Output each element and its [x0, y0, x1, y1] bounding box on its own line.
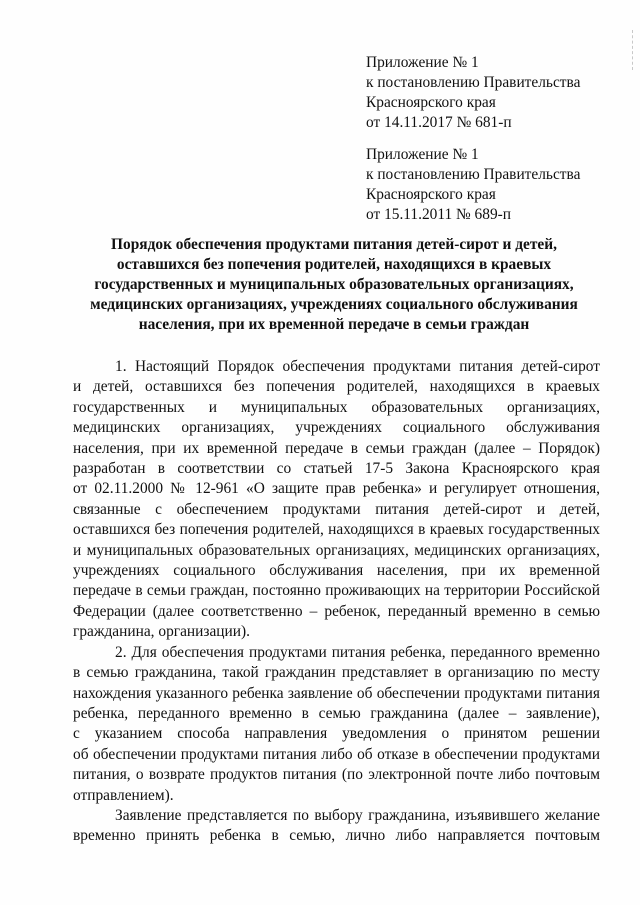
- text-line: питания, о возврате продуктов питания (по электронной почте либо почтовым: [73, 766, 600, 784]
- text-line: ребенка, переданного временно в семью гражданина (далее – заявление),: [73, 704, 600, 722]
- annex-line: Приложение № 1: [366, 54, 479, 71]
- text-line: гражданина, организации).: [73, 623, 250, 641]
- text-line: медицинских организациях, учреждениях социального обслуживания: [73, 419, 600, 437]
- paragraph-3: [73, 806, 600, 847]
- annex-line: от 15.11.2011 № 689-п: [366, 206, 512, 223]
- scan-edge-mark: [632, 30, 636, 70]
- title-line: медицинских организациях, учреждениях социального обслуживания: [90, 296, 578, 313]
- title-line: Порядок обеспечения продуктами питания детей-сирот и детей,: [111, 236, 557, 253]
- annex-line: Приложение № 1: [366, 146, 479, 163]
- text-line: разработан в соответствии со статьей 17-5 Закона Красноярского края: [73, 460, 600, 478]
- text-line: оставшихся без попечения родителей, находящихся в краевых государственных: [73, 521, 600, 539]
- text-line: от 02.11.2000 № 12-961 «О защите прав ребенка» и регулирует отношения,: [73, 480, 600, 498]
- text-line: передаче в семьи граждан, постоянно проживающих на территории Российской: [73, 582, 600, 600]
- title-line: государственных и муниципальных образовательных организациях,: [94, 276, 574, 293]
- text-line: Заявление представляется по выбору гражданина, изъявившего желание: [115, 806, 600, 824]
- document-body: [73, 357, 600, 847]
- paragraph-1: [73, 357, 600, 643]
- text-line: Федерации (далее соответственно – ребенок, переданный временно в семью: [73, 602, 600, 620]
- text-line: 1. Настоящий Порядок обеспечения продуктами питания детей-сирот: [115, 358, 600, 375]
- paragraph-2: [73, 643, 600, 806]
- annex-line: от 14.11.2017 № 681-п: [366, 114, 512, 131]
- text-line: связанные с обеспечением продуктами питания детей-сирот и детей,: [73, 500, 600, 518]
- text-line: с указанием способа направления уведомления о принятом решении: [73, 725, 600, 743]
- annex-line: к постановлению Правительства: [366, 74, 581, 91]
- annex-line: Красноярского края: [366, 94, 496, 111]
- text-line: и муниципальных образовательных организациях, медицинских организациях,: [73, 541, 600, 559]
- text-line: государственных и муниципальных образовательных организациях,: [73, 398, 600, 416]
- annex-header-2011: [366, 145, 626, 225]
- text-line: 2. Для обеспечения продуктами питания ребенка, переданного временно: [115, 643, 600, 661]
- text-line: нахождения указанного ребенка заявление об обеспечении продуктами питания: [73, 684, 600, 702]
- text-line: учреждениях социального обслуживания населения, при их временной: [73, 562, 600, 580]
- title-line: оставшихся без попечения родителей, находящихся в краевых: [116, 256, 552, 273]
- text-line: отправлением).: [73, 786, 174, 804]
- text-line: и детей, оставшихся без попечения родителей, находящихся в краевых: [73, 378, 600, 396]
- text-line: об обеспечении продуктами питания либо об отказе в обеспечении продуктами: [73, 745, 600, 763]
- annex-header-2017: [366, 53, 626, 133]
- text-line: временно принять ребенка в семью, лично либо направляется почтовым: [73, 827, 600, 845]
- text-line: в семью гражданина, такой гражданин представляет в организацию по месту: [73, 664, 600, 682]
- annex-line: к постановлению Правительства: [366, 166, 581, 183]
- title-line: населения, при их временной передаче в семьи граждан: [138, 316, 530, 333]
- text-line: населения, при их временной передаче в семьи граждан (далее – Порядок): [73, 439, 600, 457]
- annex-line: Красноярского края: [366, 186, 496, 203]
- document-title: [70, 235, 598, 335]
